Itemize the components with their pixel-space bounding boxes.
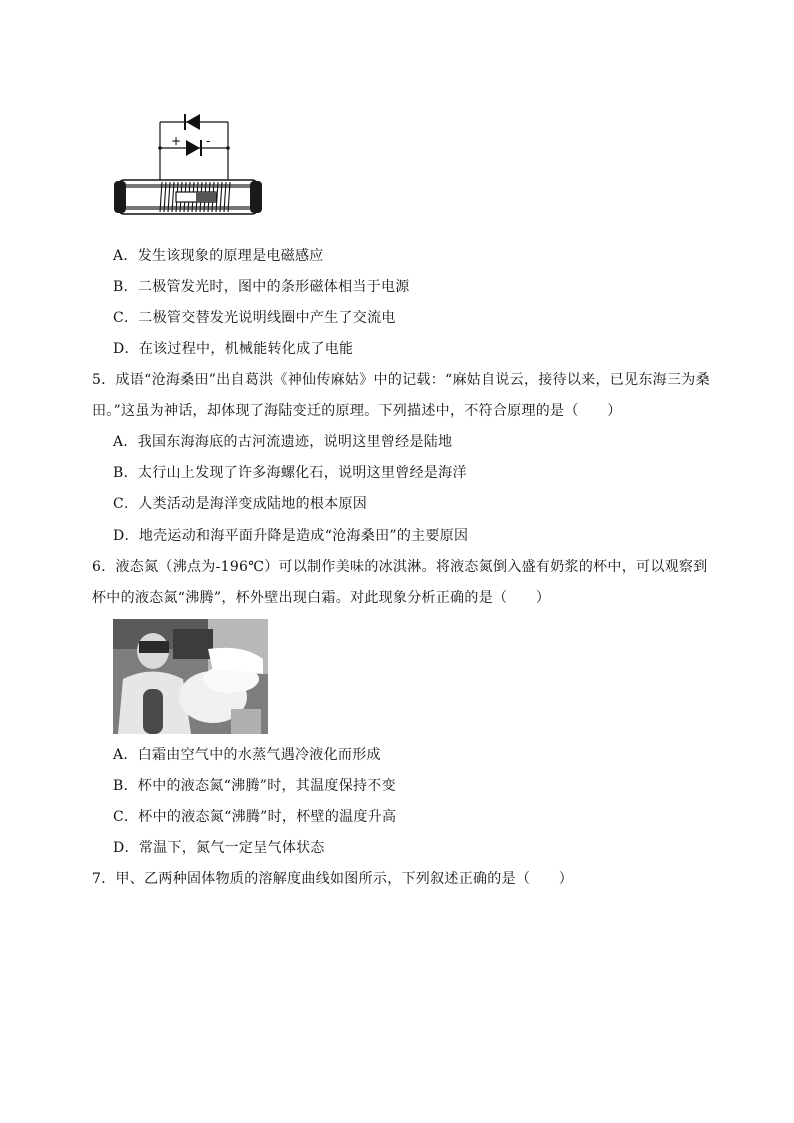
circuit-wires xyxy=(160,122,228,188)
coil-diode-circuit-figure xyxy=(110,108,270,220)
diode-top-icon xyxy=(185,114,200,130)
q5-option-b[interactable]: B．太行山上发现了许多海螺化石，说明这里曾经是海洋 xyxy=(113,465,467,481)
q6-option-d[interactable]: D．常温下，氮气一定呈气体状态 xyxy=(113,840,325,856)
diode-bottom-icon xyxy=(186,140,201,156)
q6-option-b[interactable]: B．杯中的液态氮“沸腾”时，其温度保持不变 xyxy=(113,778,396,794)
liquid-nitrogen-photo xyxy=(113,619,268,734)
diode-minus-label: - xyxy=(206,134,211,148)
q7-stem-line-1: 7．甲、乙两种固体物质的溶解度曲线如图所示，下列叙述正确的是（ ） xyxy=(92,871,574,887)
bar-magnet xyxy=(176,192,216,202)
diode-plus-label: + xyxy=(171,134,182,148)
q5-stem-line-2: 田。”这虽为神话，却体现了海陆变迁的原理。下列描述中，不符合原理的是（ ） xyxy=(92,403,622,419)
q5-option-c[interactable]: C．人类活动是海洋变成陆地的根本原因 xyxy=(113,496,368,512)
q5-stem-line-1: 5．成语“沧海桑田”出自葛洪《神仙传麻姑》中的记载：“麻姑自说云，接待以来，已见东海三为桑 xyxy=(92,372,710,388)
q4-option-c[interactable]: C．二极管交替发光说明线圈中产生了交流电 xyxy=(113,310,396,326)
q6-option-c[interactable]: C．杯中的液态氮“沸腾”时，杯壁的温度升高 xyxy=(113,809,397,825)
q6-option-a[interactable]: A．白霜由空气中的水蒸气遇冷液化而形成 xyxy=(113,747,381,763)
q6-stem-line-2: 杯中的液态氮“沸腾”，杯外壁出现白霜。对此现象分析正确的是（ ） xyxy=(92,590,551,606)
q4-option-b[interactable]: B．二极管发光时，图中的条形磁体相当于电源 xyxy=(113,279,410,295)
q4-option-a[interactable]: A．发生该现象的原理是电磁感应 xyxy=(113,248,324,264)
q4-option-d[interactable]: D．在该过程中，机械能转化成了电能 xyxy=(113,341,354,357)
q6-stem-line-1: 6．液态氮（沸点为-196℃）可以制作美味的冰淇淋。将液态氮倒入盛有奶浆的杯中，可以观察到 xyxy=(92,559,708,575)
q5-option-a[interactable]: A．我国东海海底的古河流遗迹，说明这里曾经是陆地 xyxy=(113,434,453,450)
q5-option-d[interactable]: D．地壳运动和海平面升降是造成“沧海桑田”的主要原因 xyxy=(113,528,469,544)
